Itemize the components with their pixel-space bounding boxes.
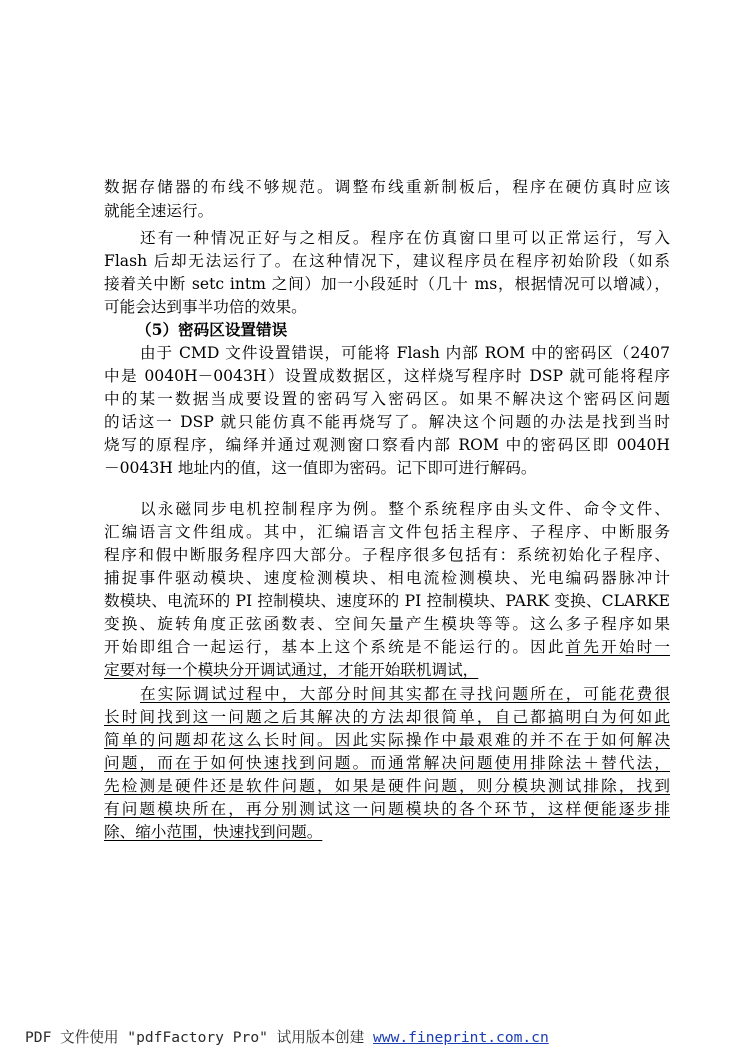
section-heading: （5）密码区设置错误 — [136, 320, 288, 339]
text-line: 可能会达到事半功倍的效果。 — [104, 298, 307, 316]
text-line — [104, 659, 670, 682]
footer-text: PDF 文件使用 "pdfFactory Pro" 试用版本创建 — [25, 1029, 374, 1046]
text-line: 开始即组合一起运行，基本上这个系统是不能运行的。因此首先开始时一 — [104, 638, 670, 656]
text-line: －0043H 地址内的值，这一值即为密码。记下即可进行解码。 — [104, 459, 537, 477]
underlined-text: 有问题模块所在，再分别测试这一问题模块的各个环节，这样便能逐步排 — [104, 800, 670, 818]
text-line — [104, 729, 670, 752]
text-line: 还有一种情况正好与之相反。程序在仿真窗口里可以正常运行，写入 — [140, 229, 670, 247]
text-line: 以永磁同步电机控制程序为例。整个系统程序由头文件、命令文件、 — [140, 500, 670, 518]
underlined-text: 除、缩小范围，快速找到问题。 — [104, 823, 323, 841]
underlined-text: 长时间找到这一问题之后其解决的方法却很简单，自己都搞明白为何如此 — [104, 708, 670, 726]
text-line — [104, 752, 670, 775]
text-line: 接着关中断 setc intm 之间）加一小段延时（几十 ms，根据情况可以增减）， — [104, 275, 670, 293]
text-line: 汇编语言文件组成。其中，汇编语言文件包括主程序、子程序、中断服务 — [104, 523, 670, 541]
text-line: 就能全速运行。 — [104, 202, 214, 220]
text-line — [104, 798, 670, 821]
text-line — [104, 775, 670, 798]
text-line — [140, 683, 670, 706]
underlined-text: 在实际调试过程中，大部分时间其实都在寻找问题所在，可能花费很 — [140, 685, 670, 703]
text-line: 的话这一 DSP 就只能仿真不能再烧写了。解决这个问题的办法是找到当时 — [104, 413, 670, 431]
text-line — [104, 706, 670, 729]
text-line: 变换、旋转角度正弦函数表、空间矢量产生模块等等。这么多子程序如果 — [104, 615, 670, 633]
footer-link[interactable]: www.fineprint.com.cn — [373, 1029, 549, 1046]
underlined-text: 问题，而在于如何快速找到问题。而通常解决问题使用排除法＋替代法， — [104, 754, 670, 772]
underlined-text: 简单的问题却花这么长时间。因此实际操作中最艰难的并不在于如何解决 — [104, 731, 670, 749]
text-line: 由于 CMD 文件设置错误，可能将 Flash 内部 ROM 中的密码区（2407 — [140, 344, 670, 362]
text-line: 中的某一数据当成要设置的密码写入密码区。如果不解决这个密码区问题 — [104, 390, 670, 408]
pdf-footer — [25, 1027, 745, 1049]
text-line: 数据存储器的布线不够规范。调整布线重新制板后，程序在硬仿真时应该 — [104, 178, 670, 196]
text-line: Flash 后却无法运行了。在这种情况下，建议程序员在程序初始阶段（如系 — [104, 252, 670, 270]
underlined-text: 先检测是硬件还是软件问题，如果是硬件问题，则分模块测试排除，找到 — [104, 777, 670, 795]
underlined-text: 首先开始时一 — [565, 638, 670, 656]
text-line — [104, 821, 670, 844]
text-line: 捕捉事件驱动模块、速度检测模块、相电流检测模块、光电编码器脉冲计 — [104, 569, 670, 587]
text-line: 数模块、电流环的 PI 控制模块、速度环的 PI 控制模块、PARK 变换、CLARKE — [104, 592, 670, 610]
text-line: 烧写的原程序，编绎并通过观测窗口察看内部 ROM 中的密码区即 0040H — [104, 436, 670, 454]
text-line: 中是 0040H－0043H）设置成数据区，这样烧写程序时 DSP 就可能将程序 — [104, 367, 670, 385]
underlined-text: 定要对每一个模块分开调试通过，才能开始联机调试， — [104, 661, 479, 679]
text-line: 程序和假中断服务程序四大部分。子程序很多包括有：系统初始化子程序、 — [104, 546, 670, 564]
